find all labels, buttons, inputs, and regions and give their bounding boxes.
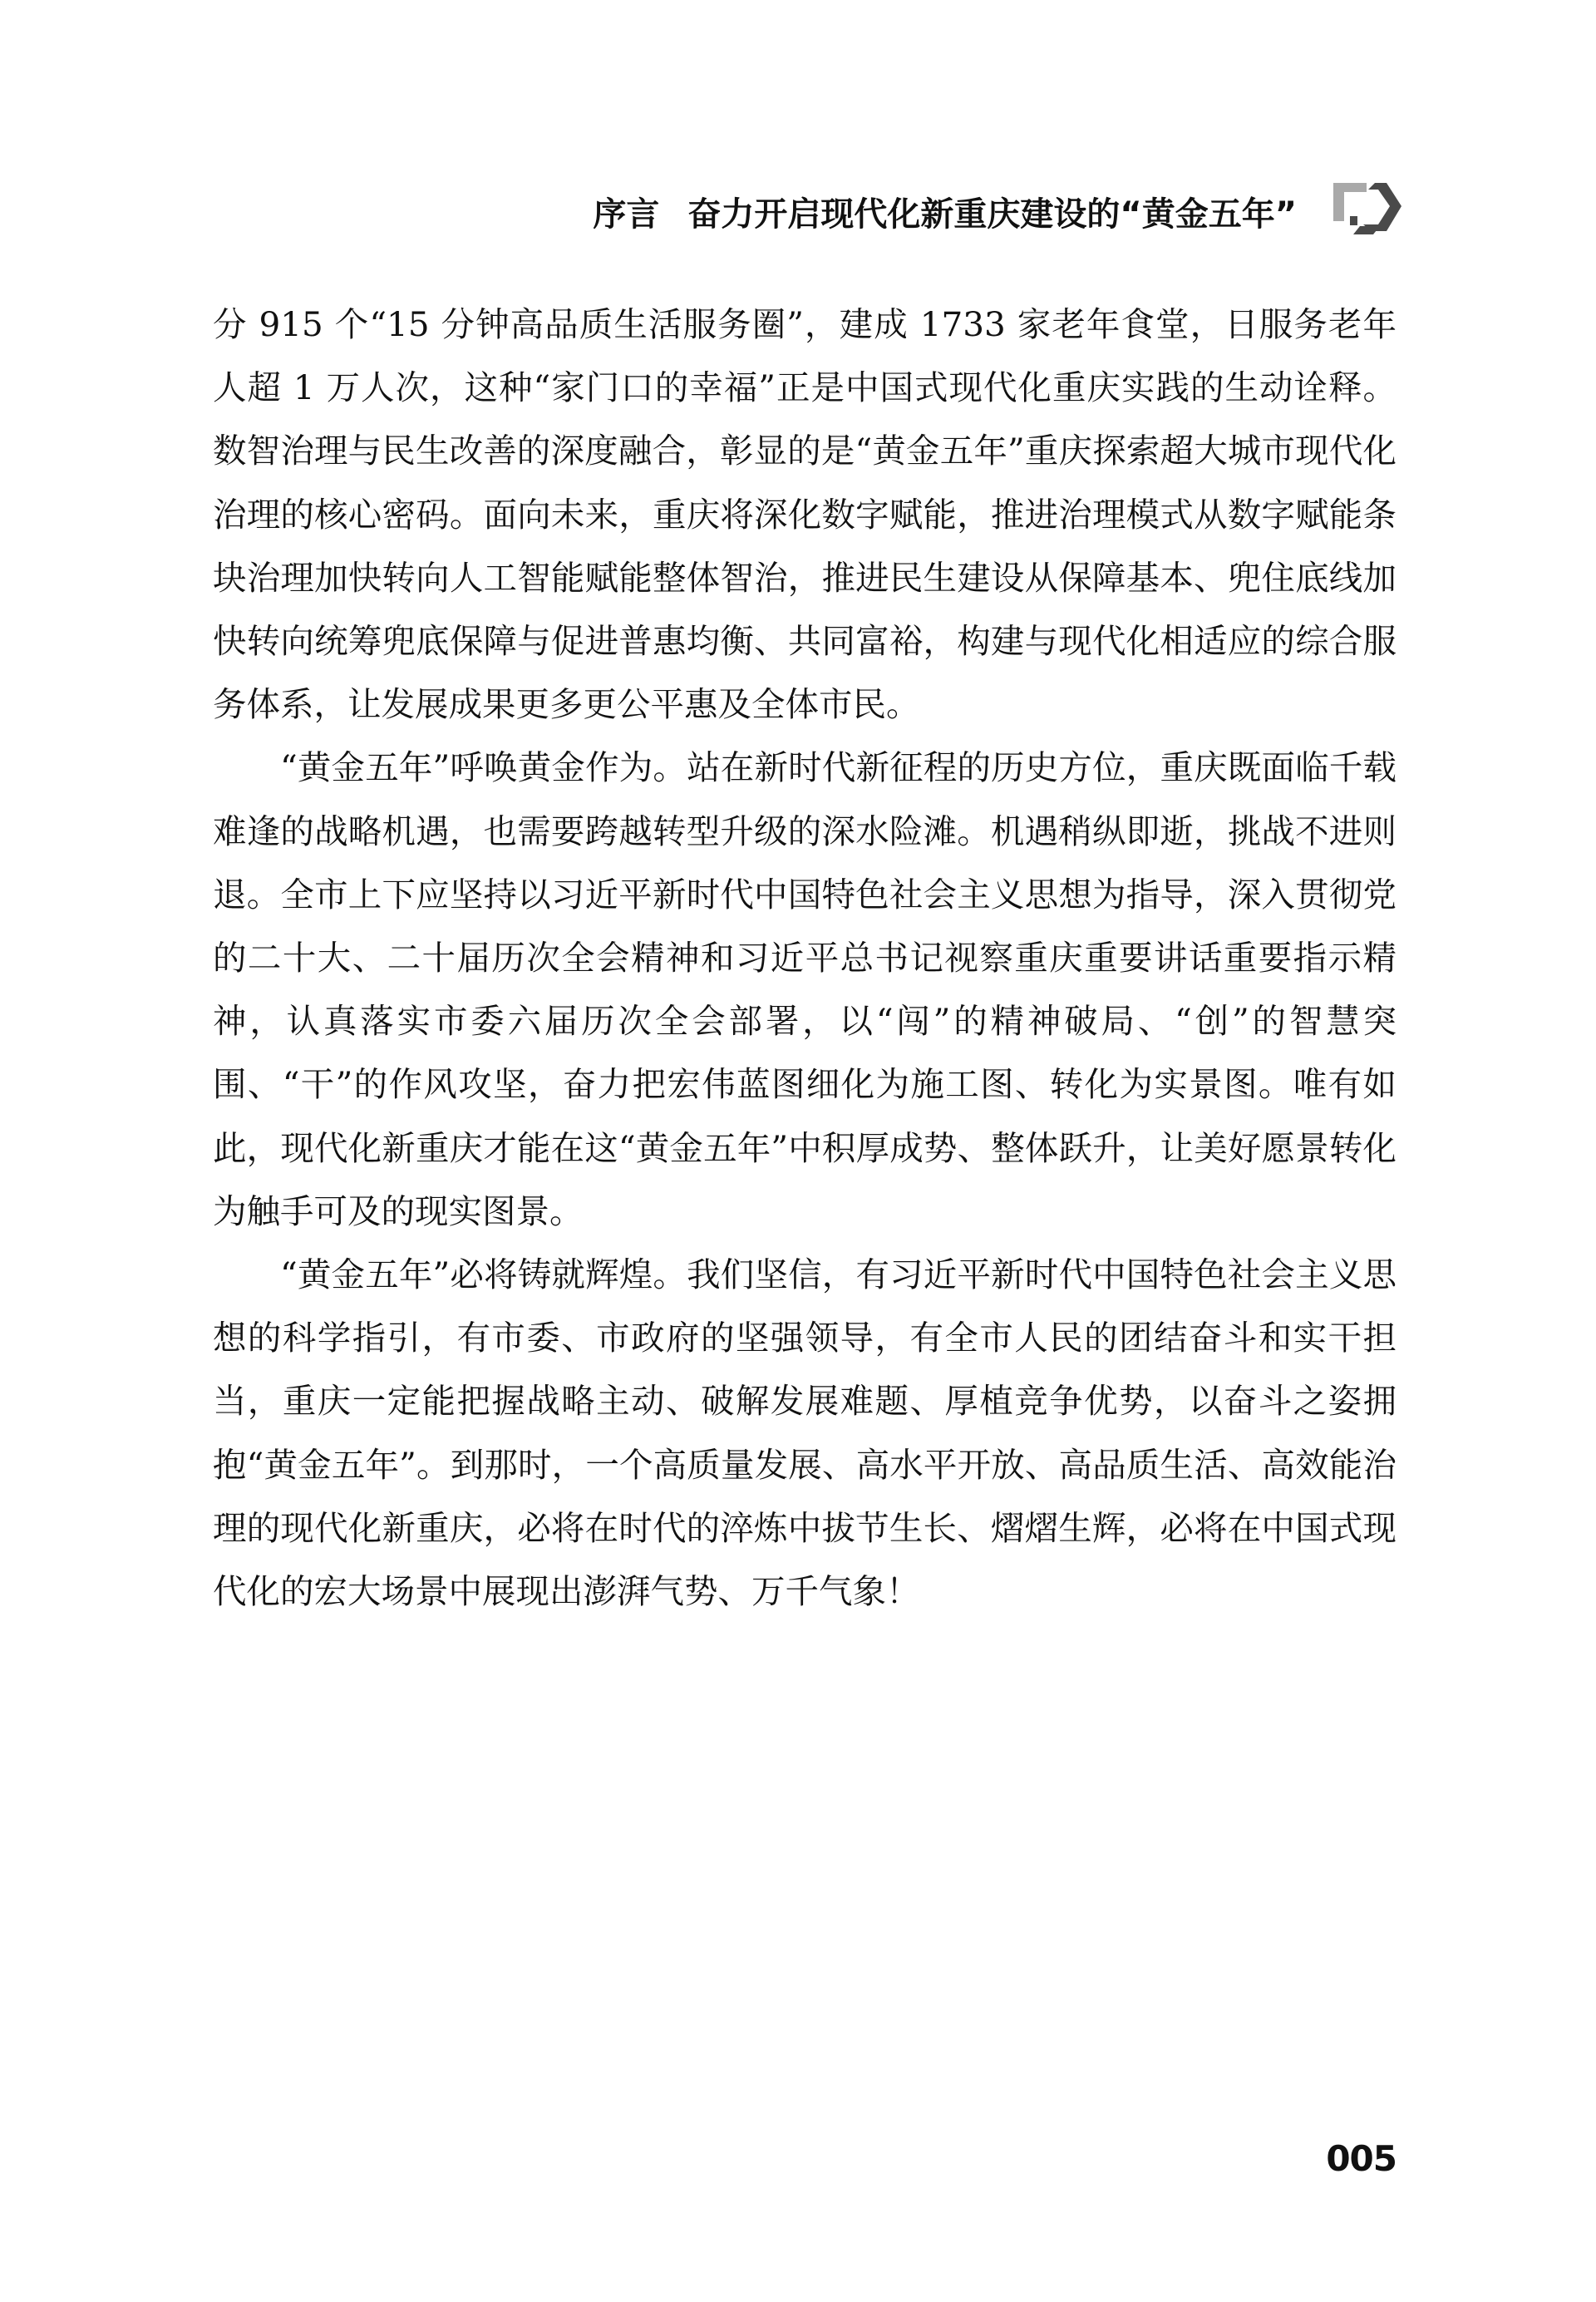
page-number: 005: [1326, 2138, 1396, 2179]
running-head: [532, 190, 1297, 248]
chapter-corner-arrow-icon: [1330, 181, 1405, 239]
body-text: [213, 293, 1396, 1623]
chapter-title: 奋力开启现代化新重庆建设的“黄金五年”: [687, 195, 1297, 234]
section-label: 序言: [593, 195, 660, 234]
paragraph-1: 分 915 个“15 分钟高品质生活服务圈”，建成 1733 家老年食堂，日服务老年人超 1 万人次，这种“家门口的幸福”正是中国式现代化重庆实践的生动诠释。数智治理与民生改善的深度融合，彰显的是“黄金五年”重庆探索超大城市现代化治理的核心密码。面向未来，重庆将深化数字赋能，推进治理模式从数字赋能条块治理加快转向人工智能赋能整体智治，推进民生建设从保障基本、兜住底线加快转向统筹兜底保障与促进普惠均衡、共同富裕，构建与现代化相适应的综合服务体系，让发展成果更多更公平惠及全体市民。: [213, 304, 1396, 725]
paragraph-3: “黄金五年”必将铸就辉煌。我们坚信，有习近平新时代中国特色社会主义思想的科学指引，有市委、市政府的坚强领导，有全市人民的团结奋斗和实干担当，重庆一定能把握战略主动、破解发展难题、厚植竞争优势，以奋斗之姿拥抱“黄金五年”。到那时，一个高质量发展、高水平开放、高品质生活、高效能治理的现代化新重庆，必将在时代的淬炼中拔节生长、熠熠生辉，必将在中国式现代化的宏大场景中展现出澎湃气势、万千气象！: [213, 1255, 1396, 1612]
paragraph-2: “黄金五年”呼唤黄金作为。站在新时代新征程的历史方位，重庆既面临千载难逢的战略机遇，也需要跨越转型升级的深水险滩。机遇稍纵即逝，挑战不进则退。全市上下应坚持以习近平新时代中国特色社会主义思想为指导，深入贯彻党的二十大、二十届历次全会精神和习近平总书记视察重庆重要讲话重要指示精神，认真落实市委六届历次全会部署，以“闯”的精神破局、“创”的智慧突围、“干”的作风攻坚，奋力把宏伟蓝图细化为施工图、转化为实景图。唯有如此，现代化新重庆才能在这“黄金五年”中积厚成势、整体跃升，让美好愿景转化为触手可及的现实图景。: [213, 747, 1396, 1231]
